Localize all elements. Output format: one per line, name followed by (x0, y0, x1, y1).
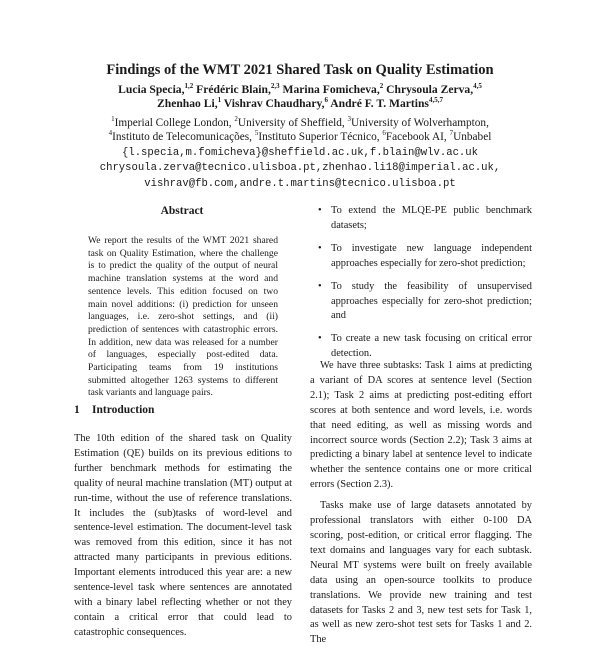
email-line[interactable]: chrysoula.zerva@tecnico.ulisboa.pt,zhenhao.li18@imperial.ac.uk, (99, 162, 501, 175)
affiliation-line-1 (0, 116, 600, 130)
paragraph: We have three subtasks: Task 1 aims at predicting a variant of DA scores at sentence level (Section 2.1); Task 2 aims at predicting post-editing effort scores at both sentence and word levels, i.e. words that need editing, as well as missing words and incorrect source words (Section 2.2); Task 3 aims at predicting a binary label at sentence level to indicate whether the sentence contains one or more critical errors (Section 2.3). (310, 360, 532, 491)
abstract-heading: Abstract (160, 205, 204, 217)
abstract-body: We report the results of the WMT 2021 shared task on Quality Estimation, where the challenge is to predict the quality of the output of neural machine translation systems at the word and sentence levels. This edition focused on two main novel additions: (i) prediction for unseen languages, i.e. zero-shot settings, and (ii) prediction of sentences with catastrophic errors. In addition, new data was released for a number of languages, especially post-edited data. Participating teams from 19 institutions submitted altogether 1263 systems to different task variants and language pairs. (88, 235, 278, 399)
bullet-icon: • (318, 242, 322, 254)
email-line[interactable]: vishrav@fb.com,andre.t.martins@tecnico.ulisboa.pt (144, 177, 456, 190)
author: Lucia Specia,$^{1,2}$ (118, 82, 194, 96)
list-item: • To extend the MLQE-PE public benchmark datasets; (318, 205, 532, 231)
affiliation: $^5$Instituto Superior Técnico, (254, 129, 383, 143)
author: Marina Fomicheva,$^2$ (279, 82, 384, 96)
affiliation-line-2 (0, 130, 600, 144)
affiliation: $^7$Unbabel (449, 129, 492, 143)
paper-title: Findings of the WMT 2021 Shared Task on Quality Estimation (106, 62, 494, 78)
author-line-1 (0, 83, 600, 97)
author: Zhenhao Li,$^1$ (157, 96, 222, 110)
affiliation-list (0, 116, 600, 144)
email-list (0, 146, 600, 192)
author-list (0, 83, 600, 111)
section-number: 1 (74, 404, 80, 416)
author: Vishrav Chaudhary,$^6$ (221, 96, 329, 110)
paragraph: Tasks make use of large datasets annotated by professional translators with either 0-100 DA scoring, post-edition, or critical error flagging. The text domains and languages vary for each subtask. Neural MT systems were built on freely available data using an open-source toolkits to produce translations. We provide new training and test datasets for Tasks 2 and 3, new test sets for Task 1, as well as new zero-shot test sets for Tasks 1 and 2. The (310, 500, 532, 646)
list-item: • To create a new task focusing on critical error detection. (318, 333, 532, 360)
author: Frédéric Blain,$^{2,3}$ (193, 82, 280, 96)
email-line[interactable]: {l.specia,m.fomicheva}@sheffield.ac.uk,f.blain@wlv.ac.uk (121, 147, 478, 159)
affiliation: $^3$University of Wolverhampton, (347, 115, 489, 129)
section-heading-introduction (74, 404, 154, 416)
list-item: • To study the feasibility of unsupervised approaches especially for zero-shot prediction; and (318, 280, 532, 322)
affiliation: $^6$Facebook AI, (382, 129, 450, 143)
bullet-icon: • (318, 205, 322, 216)
right-column-body (310, 359, 532, 648)
introduction-body (74, 432, 292, 641)
affiliation: $^4$Instituto de Telecomunicações, (108, 129, 255, 143)
paragraph: The 10th edition of the shared task on Quality Estimation (QE) builds on its previous editions to further benchmark methods for estimating the quality of neural machine translation (MT) output at run-time, without the use of reference translations. It includes the (sub)tasks of word-level and sentence-level estimation. The document-level task was removed from this edition, since it has not attracted many participants in previous editions. Important elements introduced this year are: a new sentence-level task where sentences are annotated with a binary label reflecting whether or not they contain a critical error that could lead to catastrophic consequences. (74, 433, 292, 638)
section-title: Introduction (92, 404, 155, 416)
bullet-icon: • (318, 280, 322, 292)
author: Chrysoula Zerva,$^{4,5}$ (383, 82, 482, 96)
author: André F. T. Martins$^{4,5,7}$ (328, 96, 443, 110)
author-line-2 (0, 97, 600, 111)
bullet-icon: • (318, 333, 322, 345)
affiliation: $^2$University of Sheffield, (234, 115, 348, 129)
affiliation: $^1$Imperial College London, (111, 115, 235, 129)
list-item: • To investigate new language independent approaches especially for zero-shot prediction; (318, 242, 532, 269)
goals-list (318, 204, 532, 370)
